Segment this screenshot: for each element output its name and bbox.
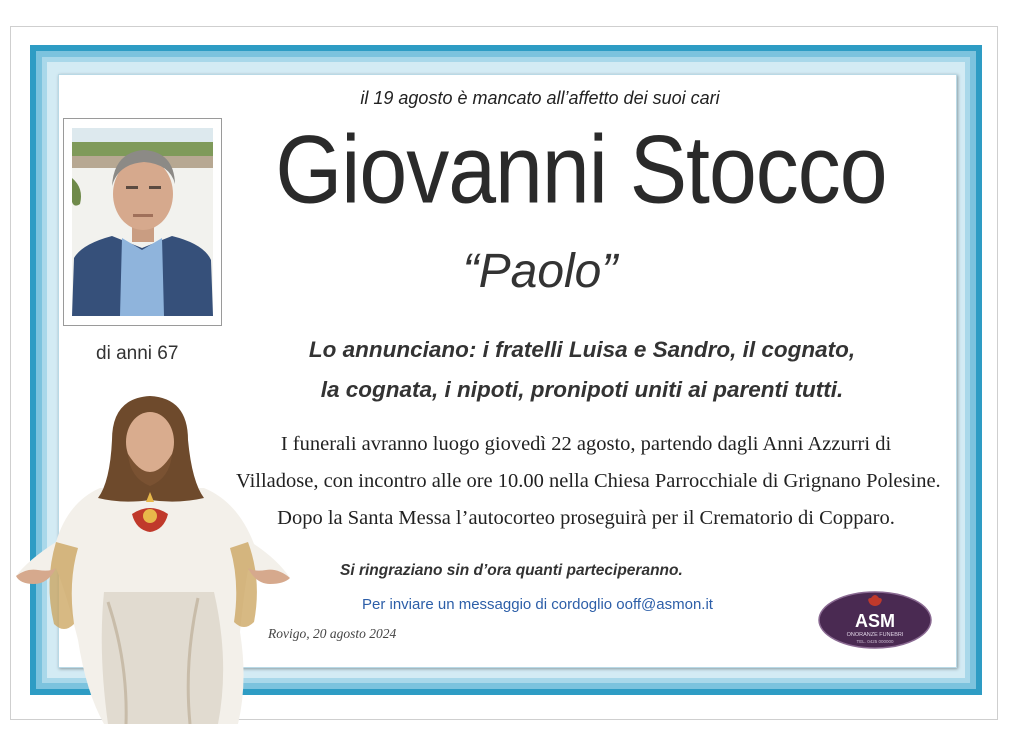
funeral-line: I funerali avranno luogo giovedì 22 agosto, partendo dagli Anni Azzurri di (280, 433, 892, 455)
announcement-block (232, 330, 932, 410)
logo-line-1: ONORANZE FUNEBRI (846, 632, 904, 638)
thanks-line: Si ringraziano sin d’ora quanti parteciperanno. (340, 562, 683, 579)
funeral-details (236, 426, 941, 537)
nickname: “Paolo” (462, 245, 618, 298)
condolence-message-link[interactable]: Per inviare un messaggio di cordoglio ooff@asmon.it (362, 596, 713, 613)
logo-brand: ASM (855, 611, 895, 631)
portrait-photo (63, 118, 222, 326)
deceased-name: Giovanni Stocco (275, 116, 887, 224)
portrait-image (72, 128, 213, 316)
funeral-home-logo (818, 590, 932, 650)
announcement-line: Lo annunciano: i fratelli Luisa e Sandro, il cognato, (308, 337, 856, 362)
logo-line-2: TEL. 0425 000000 (856, 639, 894, 644)
age-label: di anni 67 (96, 343, 179, 364)
intro-line: il 19 agosto è mancato all’affetto dei suoi cari (360, 88, 720, 108)
announcement-line: la cognata, i nipoti, pronipoti uniti ai parenti tutti. (320, 377, 844, 402)
sacred-heart-image (8, 392, 293, 724)
funeral-line: Villadose, con incontro alle ore 10.00 nella Chiesa Parrocchiale di Grignano Polesine. (236, 470, 941, 492)
place-date: Rovigo, 20 agosto 2024 (268, 626, 397, 641)
funeral-line: Dopo la Santa Messa l’autocorteo proseguirà per il Crematorio di Copparo. (277, 507, 895, 529)
